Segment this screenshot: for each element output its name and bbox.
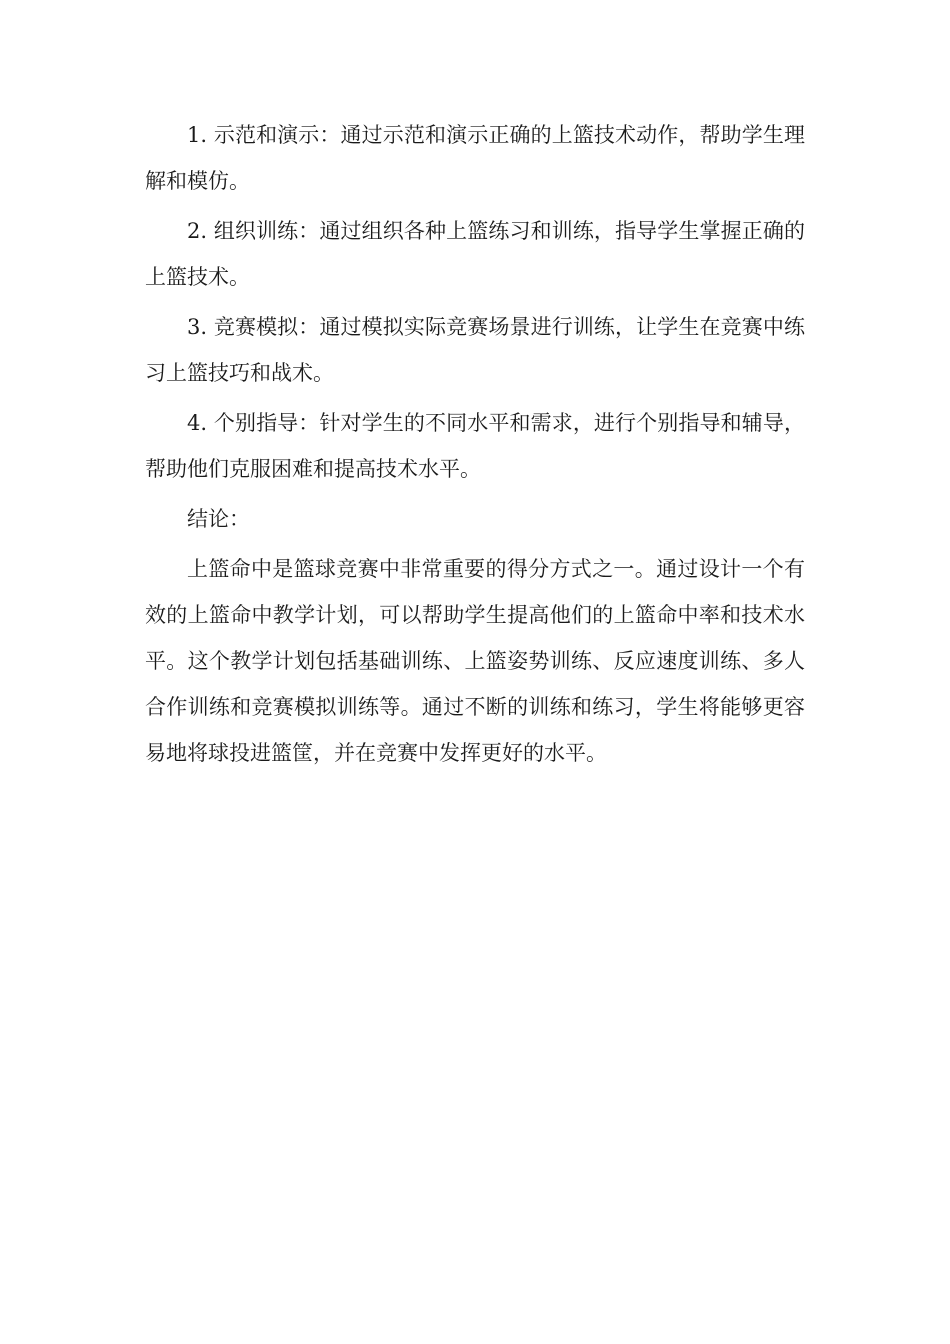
conclusion-heading: 结论： [187, 507, 250, 531]
method-item-1: 1. 示范和演示：通过示范和演示正确的上篮技术动作，帮助学生理解和模仿。 [145, 123, 805, 193]
conclusion-paragraph: 上篮命中是篮球竞赛中非常重要的得分方式之一。通过设计一个有效的上篮命中教学计划，可以帮助学生提高他们的上篮命中率和技术水平。这个教学计划包括基础训练、上篮姿势训练、反应速度训练、多人合作训练和竞赛模拟训练等。通过不断的训练和练习，学生将能够更容易地将球投进篮筐，并在竞赛中发挥更好的水平。 [145, 557, 805, 765]
method-item-2: 2. 组织训练：通过组织各种上篮练习和训练，指导学生掌握正确的上篮技术。 [145, 219, 805, 289]
document-body [145, 112, 805, 776]
method-item-3: 3. 竞赛模拟：通过模拟实际竞赛场景进行训练，让学生在竞赛中练习上篮技巧和战术。 [145, 315, 805, 385]
method-item-4: 4. 个别指导：针对学生的不同水平和需求，进行个别指导和辅导，帮助他们克服困难和提高技术水平。 [145, 411, 805, 481]
